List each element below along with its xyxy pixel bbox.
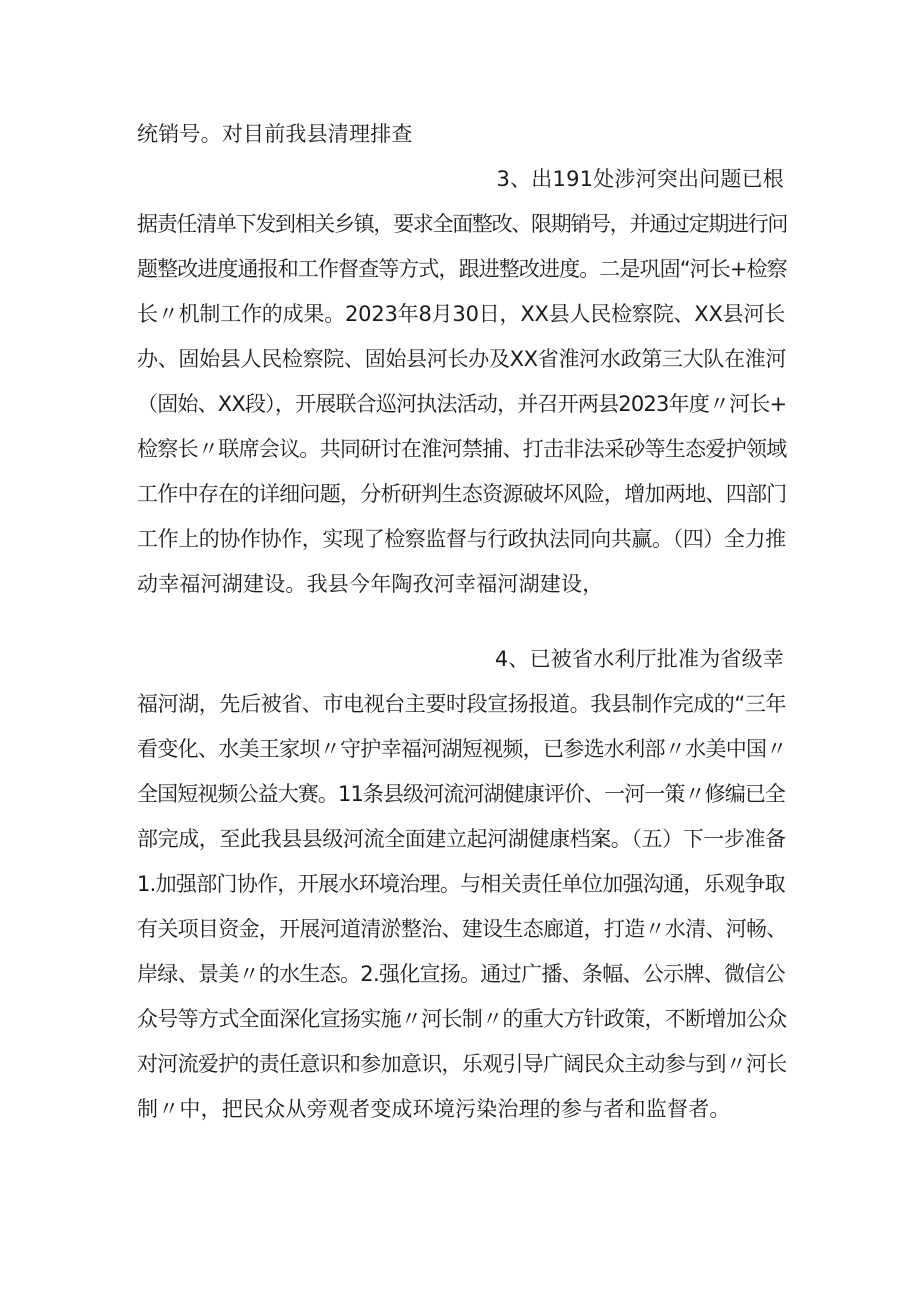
text-line: 看变化、水美王家坝〃守护幸福河湖短视频，已参选水利部〃水美中国〃	[137, 737, 787, 761]
text-line: 检察长〃联席会议。共同研讨在淮河禁捕、打击非法采砂等生态爱护领域	[137, 437, 787, 461]
text-line: 工作中存在的详细问题，分析研判生态资源破坏风险，增加两地、四部门	[137, 482, 787, 506]
text-line: 全国短视频公益大赛。11条县级河流河湖健康评价、一河一策〃修编已全	[137, 782, 786, 806]
text-line: 据责任清单下发到相关乡镇，要求全面整改、限期销号，并通过定期进行问	[137, 212, 788, 236]
text-line: 统销号。对目前我县清理排查	[137, 122, 413, 146]
text-line: 有关项目资金，开展河道清淤整治、建设生态廊道，打造〃水清、河畅、	[137, 917, 787, 941]
text-line: 工作上的协作协作，实现了检察监督与行政执法同向共赢。（四）全力推	[137, 527, 786, 551]
text-line: 制〃中，把民众从旁观者变成环境污染治理的参与者和监督者。	[137, 1097, 731, 1121]
text-line: 岸绿、景美〃的水生态。2.强化宣扬。通过广播、条幅、公示牌、微信公	[137, 962, 785, 986]
text-line: 1.加强部门协作，开展水环境治理。与相关责任单位加强沟通，乐观争取	[137, 872, 785, 896]
text-line: 众号等方式全面深化宣扬实施〃河长制〃的重大方针政策，不断增加公众	[137, 1007, 787, 1031]
text-line: 办、固始县人民检察院、固始县河长办及XX省淮河水政第三大队在淮河	[137, 347, 787, 371]
text-line: （固始、XX段），开展联合巡河执法活动，并召开两县2023年度〃河长+	[137, 392, 787, 416]
text-line: 对河流爱护的责任意识和参加意识，乐观引导广阔民众主动参与到〃河长	[137, 1052, 787, 1076]
text-line: 题整改进度通报和工作督查等方式，跟进整改进度。二是巩固“河长+检察	[137, 257, 787, 281]
text-line: 动幸福河湖建设。我县今年陶孜河幸福河湖建设，	[137, 572, 604, 596]
text-line: 福河湖，先后被省、市电视台主要时段宣扬报道。我县制作完成的“三年	[137, 692, 787, 716]
text-line: 长〃机制工作的成果。2023年8月30日，XX县人民检察院、XX县河长	[137, 302, 786, 326]
text-line: 部完成，至此我县县级河流全面建立起河湖健康档案。（五）下一步准备	[137, 827, 786, 851]
text-line: 4、已被省水利厅批准为省级幸	[494, 647, 784, 671]
text-line: 3、出191处涉河突出问题已根	[496, 167, 784, 191]
